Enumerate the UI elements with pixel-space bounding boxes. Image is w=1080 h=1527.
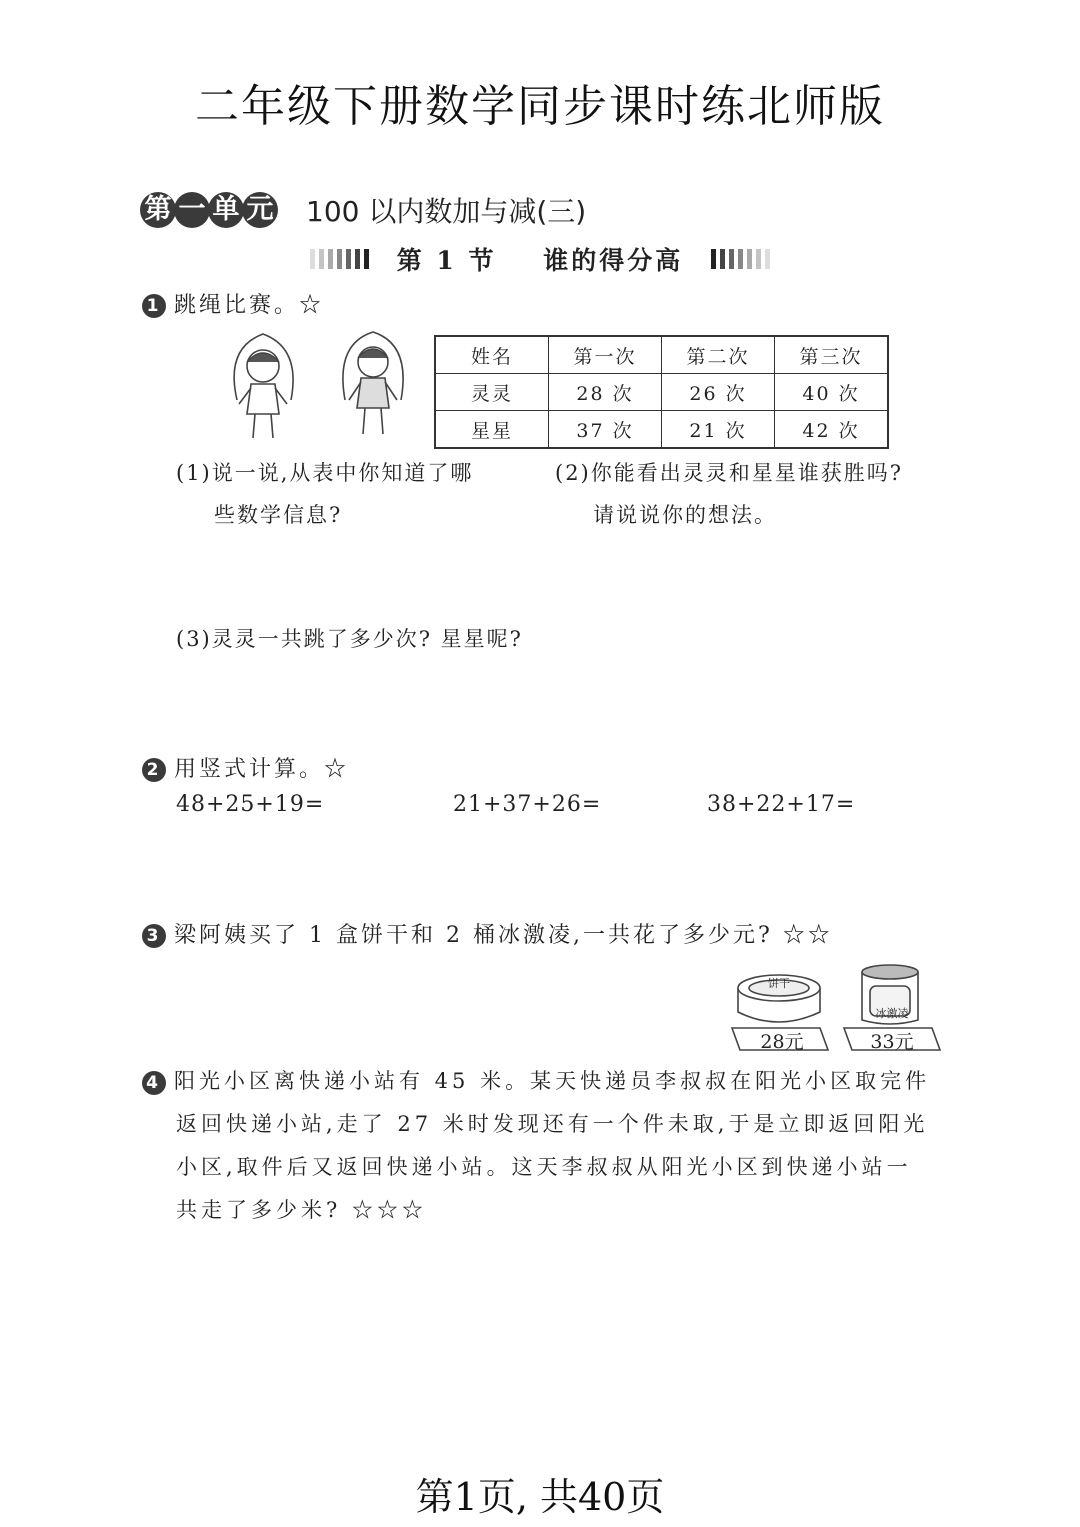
question-text-line: 共走了多少米? ☆☆☆: [176, 1198, 427, 1222]
page-title: 二年级下册数学同步课时练北师版: [195, 81, 885, 132]
sub-question-1: [176, 452, 473, 536]
question-4: [142, 1060, 942, 1232]
biscuit-label: 饼干: [768, 977, 790, 990]
table-cell: 26 次: [662, 374, 775, 411]
sub-question-line: 请说说你的想法。: [593, 503, 777, 527]
unit-badge-char: 第: [140, 192, 176, 228]
unit-title: 100 以内数加与减(三): [306, 195, 587, 228]
sub-question-line: (1)说一说,从表中你知道了哪: [176, 461, 474, 485]
unit-badge-char: 一: [174, 192, 210, 228]
question-text-line: 阳光小区离快递小站有 45 米。某天快递员李叔叔在阳光小区取完件: [174, 1069, 931, 1093]
table-row: [435, 374, 888, 411]
unit-badge-char: 单: [208, 192, 244, 228]
unit-heading: [140, 186, 586, 234]
table-cell: 28 次: [549, 374, 662, 411]
table-cell: 42 次: [775, 411, 889, 449]
question-number: 4: [142, 1071, 166, 1095]
table-header: 第二次: [662, 336, 775, 374]
calc-expression: 21+37+26=: [453, 792, 602, 817]
table-header: 第三次: [775, 336, 889, 374]
table-row: [435, 411, 888, 449]
calc-expression: 48+25+19=: [176, 792, 325, 817]
calc-expression: 38+22+17=: [707, 792, 856, 817]
table-header-row: [435, 336, 888, 374]
unit-badge-char: 元: [242, 192, 278, 228]
table-header: 第一次: [549, 336, 662, 374]
question-2: [142, 752, 349, 783]
ice-cream-price-tag: 33元: [870, 1031, 914, 1053]
right-bars-decoration: [711, 249, 770, 269]
table-cell: 40 次: [775, 374, 889, 411]
table-cell: 灵灵: [435, 374, 549, 411]
question-3: [142, 918, 833, 949]
question-number: 2: [142, 758, 166, 782]
question-number: 3: [142, 924, 166, 948]
section-title: 第 1 节 谁的得分高: [396, 246, 684, 275]
biscuit-price-tag: 28元: [760, 1031, 804, 1053]
ice-cream-label: 冰激凌: [875, 1007, 909, 1020]
left-bars-decoration: [310, 249, 369, 269]
question-1: [142, 288, 324, 319]
question-text: 梁阿姨买了 1 盒饼干和 2 桶冰激凌,一共花了多少元? ☆☆: [174, 923, 833, 948]
question-text: 用竖式计算。☆: [174, 757, 350, 782]
section-heading: [310, 242, 770, 276]
question-text: 跳绳比赛。☆: [174, 293, 325, 318]
unit-badge: [140, 192, 276, 228]
table-cell: 21 次: [662, 411, 775, 449]
question-number: 1: [142, 294, 166, 318]
sub-question-line: 些数学信息?: [214, 503, 343, 527]
table-cell: 星星: [435, 411, 549, 449]
table-cell: 37 次: [549, 411, 662, 449]
question-text-line: 小区,取件后又返回快递小站。这天李叔叔从阳光小区到快递小站一: [176, 1155, 912, 1179]
table-header: 姓名: [435, 336, 549, 374]
sub-question-3: (3)灵灵一共跳了多少次? 星星呢?: [176, 627, 523, 651]
question-text-line: 返回快递小站,走了 27 米时发现还有一个件未取,于是立即返回阳光: [176, 1112, 929, 1136]
sub-question-2: [555, 452, 903, 536]
score-table: [434, 335, 889, 449]
page-footer: 第1页, 共40页: [415, 1475, 665, 1519]
sub-question-line: (2)你能看出灵灵和星星谁获胜吗?: [555, 461, 904, 485]
jump-rope-girls-illustration: [215, 328, 415, 446]
